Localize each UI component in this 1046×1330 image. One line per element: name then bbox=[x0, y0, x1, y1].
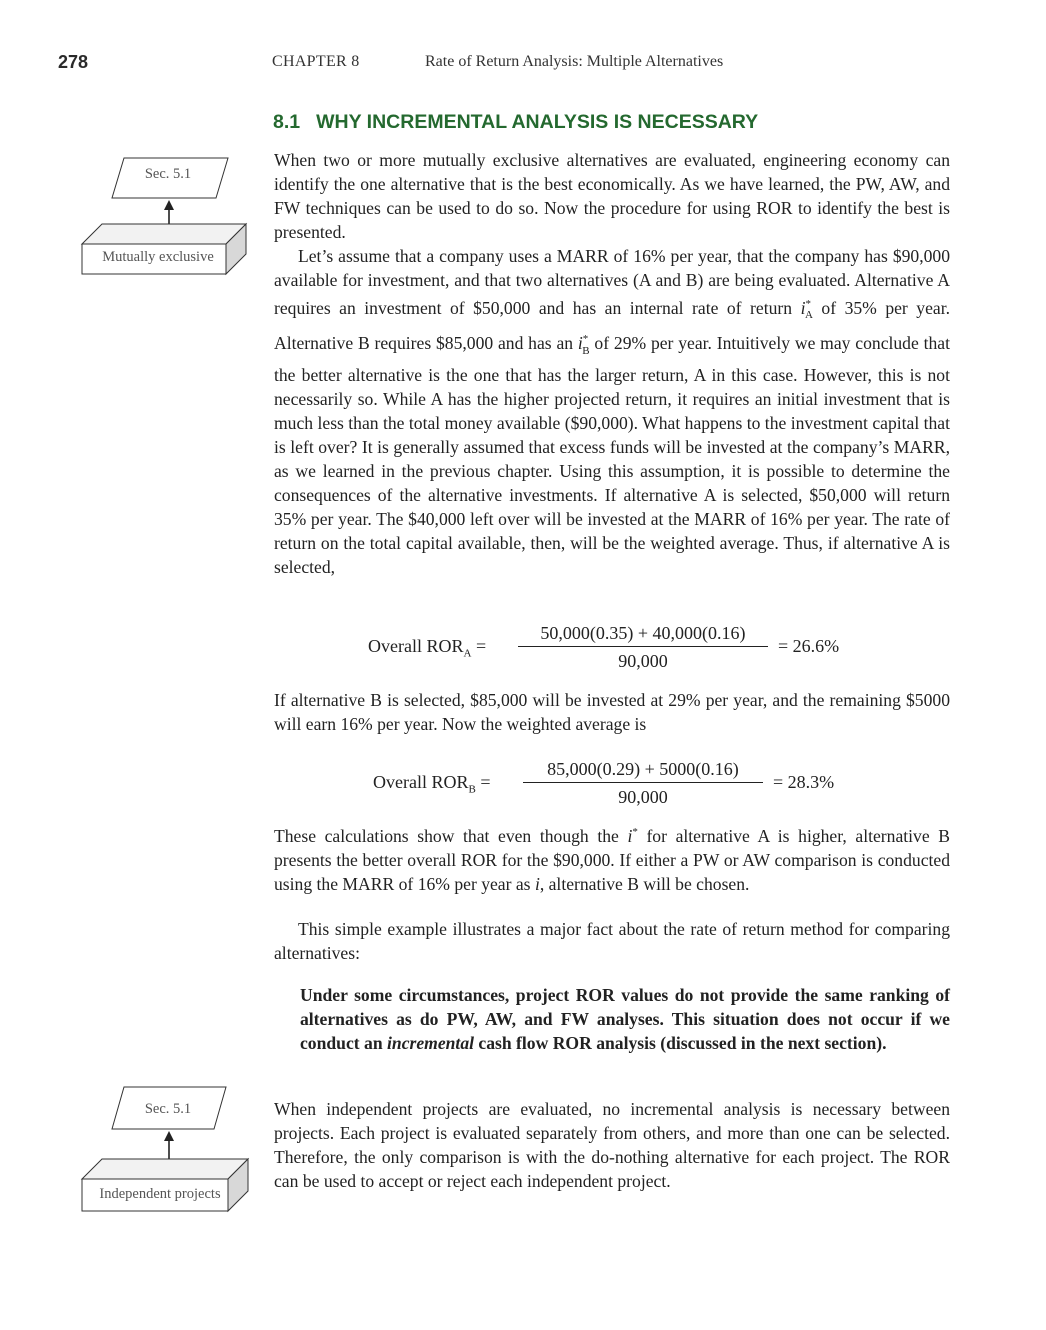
equation-overall-ror-a bbox=[368, 620, 888, 676]
margin-note-topic: Independent projects bbox=[99, 1186, 221, 1202]
subscript: A bbox=[804, 309, 813, 322]
symbol-i: i bbox=[627, 825, 633, 846]
paragraph-independent-projects bbox=[274, 1097, 950, 1193]
margin-note-topic: Mutually exclusive bbox=[102, 249, 214, 265]
symbol-i: i bbox=[534, 873, 540, 894]
symbol-i: i bbox=[800, 297, 806, 318]
paragraph-text bbox=[274, 244, 950, 579]
paragraph-conclusion bbox=[274, 820, 950, 896]
section-title: WHY INCREMENTAL ANALYSIS IS NECESSARY bbox=[316, 111, 759, 133]
equation-fraction bbox=[523, 758, 763, 808]
principle-statement bbox=[300, 983, 950, 1055]
paragraph-text bbox=[274, 820, 950, 896]
equation-label: Overall ROR bbox=[373, 772, 469, 792]
text-run: , alternative B will be chosen. bbox=[539, 873, 750, 894]
margin-note-independent-projects bbox=[80, 1083, 260, 1217]
section-number: 8.1 bbox=[273, 111, 301, 133]
subscript: B bbox=[582, 344, 590, 357]
equation-overall-ror-b bbox=[373, 756, 893, 812]
equation-subscript: A bbox=[463, 647, 472, 660]
equation-subscript: B bbox=[468, 783, 476, 796]
numerator: 85,000(0.29) + 5000(0.16) bbox=[547, 759, 739, 779]
equation-label: Overall ROR bbox=[368, 636, 464, 656]
text-run: Under some circumstances, project ROR values do not provide the same ranking of alternatives as do PW, AW, and FW analyses. This situation does not occur if we conduct an bbox=[300, 985, 950, 1053]
equation-result: = 28.3% bbox=[773, 772, 835, 792]
fraction-bar bbox=[523, 782, 763, 783]
chapter-label: CHAPTER 8 bbox=[272, 53, 360, 70]
text-run: of 29% per year. Intuitively we may conclude that the better alternative is the one that has the larger return, A in this case. However, this is not necessarily so. While A has the higher projected return, it requires an initial investment that is much less than the total money available ($90,000). What happens to the investment capital that is left over? It is generally assumed that excess funds will be invested at the company’s MARR, as we learned in the previous chapter. Using this assumption, it is possible to determine the consequences of the alternative investments. If alternative A is selected, $50,000 will return 35% per year. The $40,000 left over will be invested at the MARR of 16% per year. The rate of return on the total capital available, then, will be the weighted average. Thus, if alternative A is selected, bbox=[274, 333, 950, 577]
paragraph-illustration bbox=[274, 917, 950, 965]
fraction-bar bbox=[518, 646, 768, 647]
denominator: 90,000 bbox=[618, 651, 668, 671]
running-header bbox=[0, 52, 1046, 78]
text-run: These calculations show that even though the bbox=[274, 825, 628, 846]
section-heading bbox=[273, 111, 758, 134]
paragraph-intro bbox=[274, 148, 950, 244]
paragraph-text: If alternative B is selected, $85,000 will be invested at 29% per year, and the remaining $5000 will earn 16% per year. Now the weighted average is bbox=[274, 690, 950, 734]
superscript: * bbox=[805, 298, 811, 310]
equation-lhs bbox=[368, 636, 486, 660]
paragraph-text: This simple example illustrates a major fact about the rate of return method for comparing alternatives: bbox=[274, 919, 950, 963]
equals-sign: = bbox=[475, 772, 491, 792]
superscript: * bbox=[582, 333, 589, 346]
page-number: 278 bbox=[58, 52, 89, 72]
paragraph-text: When independent projects are evaluated, no incremental analysis is necessary between projects. Each project is evaluated separately from others, and more than one can be selected. Therefore, the only comparison is with the do-nothing alternative for each project. The ROR can be used to accept or reject each independent project. bbox=[274, 1099, 950, 1191]
text-run: of 35% per year. Alternative B requires $85,000 and has an bbox=[274, 297, 950, 354]
equation-fraction bbox=[518, 622, 768, 672]
paragraph-text: When two or more mutually exclusive alternatives are evaluated, engineering economy can identify the one alternative that is the best economically. As we have learned, the PW, AW, and FW techniques can be used to do so. Now the procedure for using ROR to identify the best is presented. bbox=[274, 150, 950, 242]
superscript: * bbox=[632, 826, 638, 838]
emphasis: incremental bbox=[387, 1033, 475, 1053]
numerator: 50,000(0.35) + 40,000(0.16) bbox=[540, 623, 746, 643]
margin-note-ref: Sec. 5.1 bbox=[144, 166, 192, 182]
text-run: Let’s assume that a company uses a MARR of 16% per year, that the company has $90,000 available for investment, and that two alternatives (A and B) are being evaluated. Alternative A requires an investment of $50,000 and has an internal rate of return bbox=[274, 246, 950, 318]
denominator: 90,000 bbox=[618, 787, 668, 807]
paragraph-alternative-b bbox=[274, 688, 950, 736]
margin-note-mutually-exclusive bbox=[80, 148, 260, 278]
symbol-i: i bbox=[577, 333, 583, 354]
text-run: for alternative A is higher, alternative B presents the better overall ROR for the $90,000. If either a PW or AW comparison is conducted using the MARR of 16% per year as bbox=[274, 825, 950, 894]
chapter-title: Rate of Return Analysis: Multiple Alternatives bbox=[425, 53, 724, 70]
paragraph-example bbox=[274, 244, 950, 579]
margin-note-ref: Sec. 5.1 bbox=[144, 1101, 192, 1117]
equals-sign: = bbox=[471, 636, 487, 656]
equation-lhs bbox=[373, 772, 490, 796]
text-run: cash flow ROR analysis (discussed in the next section). bbox=[474, 1033, 887, 1053]
equation-result: = 26.6% bbox=[778, 636, 840, 656]
